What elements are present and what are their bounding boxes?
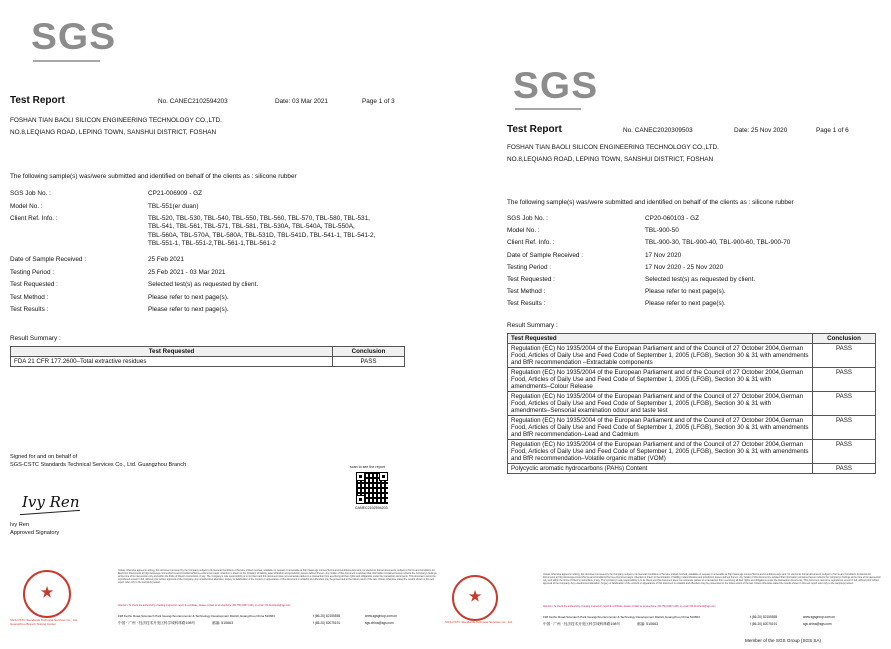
info-label: Test Results : [10, 306, 49, 313]
signatory-title: Approved Signatory [10, 530, 60, 536]
table-row [508, 416, 876, 440]
conclusion-cell: PASS [333, 357, 405, 367]
footer-address-en: 198 Kezhu Road,Scientech Park Guangzhou Economic & Technology Development District,Guangzhou,China 510663 [118, 614, 275, 618]
seal-star-icon: ★ [39, 584, 55, 602]
qr-code[interactable] [356, 472, 388, 504]
footer-disclaimer: Unless otherwise agreed in writing, this document is issued by the Company subject to its General Conditions of Service printed overleaf, available on request or accessible at http://www.sgs.com/en/Terms-and-Conditions.aspx and, for electronic format documents, subject to Terms and Conditions for Electronic Documents at http://www.sgs.com/en/Terms-and-Conditions/Terms-e-Document.aspx. Attention is drawn to the limitation of liability, indemnification and jurisdiction issues defined therein. Any holder of this document is advised that information contained hereon reflects the Company's findings at the time of its intervention only and within the limits of Client's instructions, if any. The Company's sole responsibility is to its Client and this document does not exonerate parties to a transaction from exercising all their rights and obligations under the transaction documents. This document cannot be reproduced except in full, without prior written approval of the Company. Any unauthorized alteration, forgery or falsification of the content or appearance of this document is unlawful and offenders may be prosecuted to the fullest extent of the law. Unless otherwise stated the results shown in this test report refer only to the sample(s) tested. [543, 573, 881, 585]
info-value: CP20-060103 - GZ [645, 215, 699, 222]
report-page-1 [0, 0, 445, 649]
logo-underline [33, 60, 100, 62]
footer-web[interactable]: www.sgsgroup.com.cn [365, 614, 397, 618]
info-label: Test Method : [10, 293, 49, 301]
footer-address-cn: 中国 · 广州 · 经济技术开发区科学城科珠路198号 [543, 622, 621, 626]
col-conclusion: Conclusion [813, 334, 876, 344]
info-label: Testing Period : [10, 268, 55, 276]
table-row [11, 357, 405, 367]
client-company: FOSHAN TIAN BAOLI SILICON ENGINEERING TECHNOLOGY CO.,LTD. [507, 144, 719, 151]
signatory-name: Ivy Ren [10, 522, 29, 528]
info-label: Test Requested : [507, 276, 555, 283]
info-label: Date of Sample Received : [10, 256, 87, 263]
signer-company: SGS-CSTC Standards Technical Services Co., Ltd. Guangzhou Branch [10, 462, 187, 468]
footer-address-cn: 中国 · 广州 · 经济技术开发区科学城科珠路198号 [118, 621, 196, 625]
table-row [508, 344, 876, 368]
info-value: CP21-006909 - GZ [148, 190, 202, 197]
sample-intro: The following sample(s) was/were submitted and identified on behalf of the clients as : silicone rubber [10, 173, 297, 180]
test-requested-cell: Regulation (EC) No 1935/2004 of the European Parliament and of the Council of 27 October 2004,German Food, Articles of Daily Use and Feed Code of September 1, 2005 (LFGB), Section 30 & 31 with amendments and BfR recommendation–Lead and Cadmium [508, 416, 813, 440]
qr-caption: scan to see the report [350, 465, 385, 469]
col-conclusion: Conclusion [333, 347, 405, 357]
footer-disclaimer: Unless otherwise agreed in writing, this document is issued by the Company subject to its General Conditions of Service printed overleaf, available on request or accessible at http://www.sgs.com/en/Terms-and-Conditions.aspx and, for electronic format documents, subject to Terms and Conditions for Electronic Documents at http://www.sgs.com/en/Terms-and-Conditions/Terms-e-Document.aspx. Attention is drawn to the limitation of liability, indemnification and jurisdiction issues defined therein. Any holder of this document is advised that information contained hereon reflects the Company's findings at the time of its intervention only and within the limits of Client's instructions, if any. The Company's sole responsibility is to its Client and this document does not exonerate parties to a transaction from exercising all their rights and obligations under the transaction documents. This document cannot be reproduced except in full, without prior written approval of the Company. Any unauthorized alteration, forgery or falsification of the content or appearance of this document is unlawful and offenders may be prosecuted to the fullest extent of the law. Unless otherwise stated the results shown in this test report refer only to the sample(s) tested. [118, 569, 437, 584]
report-number: No. CANEC2020309503 [623, 127, 693, 134]
sgs-logo: SGS [30, 16, 117, 57]
result-summary-label: Result Summary : [507, 322, 558, 329]
info-value: TBL-900-30, TBL-900-40, TBL-900-60, TBL-900-70 [645, 239, 791, 247]
page-number: Page 1 of 3 [362, 98, 395, 105]
conclusion-cell: PASS [813, 344, 876, 368]
signature: Ivy Ren [22, 493, 80, 511]
footer-address-en: 198 Kezhu Road,Scientech Park Guangzhou Economic & Technology Development District,Guangzhou,China 510663 [543, 615, 700, 619]
report-date: Date: 25 Nov 2020 [734, 127, 788, 134]
info-label: Test Requested : [10, 281, 58, 288]
col-test-requested: Test Requested [11, 347, 333, 357]
report-number: No. CANEC2102594203 [158, 98, 228, 105]
footer-postcode: 邮编: 510663 [212, 621, 234, 625]
stamp-branch: SGS-CSTC Standards Technical Services Co., Ltd. [445, 620, 513, 624]
footer-attention: Attention: To check the authenticity of testing /inspection report & certificate, please contact us at telephone: (86-755) 8307 1443, or email: CN.Doccheck@sgs.com [543, 605, 716, 608]
table-row [508, 464, 876, 474]
info-value: TBL-900-50 [645, 227, 679, 235]
footer-email[interactable]: sgs.china@sgs.com [365, 621, 394, 625]
table-row [508, 392, 876, 416]
conclusion-cell: PASS [813, 368, 876, 392]
stamp-branch: SGS-CSTC Standards Technical Services Co., Ltd. [10, 618, 78, 622]
info-value: 17 Nov 2020 [645, 251, 682, 259]
info-value: Please refer to next page(s). [148, 306, 229, 313]
footer-phone: t (86-20) 82155555 [750, 615, 778, 619]
stamp-sub: Guangzhou Branch Testing Center [10, 622, 56, 626]
result-summary-label: Result Summary : [10, 335, 61, 342]
footer-phone: t (86-20) 82155555 [313, 614, 341, 618]
footer-web[interactable]: www.sgsgroup.com.cn [803, 615, 835, 619]
signed-for-label: Signed for and on behalf of [10, 454, 78, 460]
test-requested-cell: Regulation (EC) No 1935/2004 of the European Parliament and of the Council of 27 October 2004,German Food, Articles of Daily Use and Feed Code of September 1, 2005 (LFGB), Section 30 & 31 with amendments and BfR recommendation –Extractable components [508, 344, 813, 368]
test-requested-cell: Regulation (EC) No 1935/2004 of the European Parliament and of the Council of 27 October 2004,German Food, Articles of Daily Use and Feed Code of September 1, 2005 (LFGB), Section 30 & 31 with amendments–Sensorial examination odour and taste test [508, 392, 813, 416]
test-requested-cell: Polycyclic aromatic hydrocarbons (PAHs) Content [508, 464, 813, 474]
info-value: TBL-551(er duan) [148, 202, 199, 210]
conclusion-cell: PASS [813, 392, 876, 416]
info-label: Testing Period : [507, 263, 552, 271]
conclusion-cell: PASS [813, 416, 876, 440]
footer-fax: f (86-20) 82075191 [313, 621, 341, 625]
info-label: Date of Sample Received : [507, 251, 584, 259]
report-date: Date: 03 Mar 2021 [275, 98, 328, 105]
official-seal-stamp [452, 575, 498, 621]
info-label: Test Results : [507, 300, 546, 308]
info-label: Client Ref. Info. : [10, 215, 58, 222]
info-value: Please refer to next page(s). [645, 288, 726, 296]
logo-underline [515, 108, 581, 110]
info-value: 25 Feb 2021 [148, 256, 184, 263]
qr-code-number: CANEC2102594203 [355, 506, 388, 510]
test-requested-cell: Regulation (EC) No 1935/2004 of the European Parliament and of the Council of 27 October 2004,German Food, Articles of Daily Use and Feed Code of September 1, 2005 (LFGB), Section 30 & 31 with amendments and BfR recommendation–Volatile organic matter (VOM) [508, 440, 813, 464]
seal-star-icon: ★ [467, 588, 483, 606]
info-label: SGS Job No. : [10, 190, 51, 197]
info-value: Please refer to next page(s). [645, 300, 726, 308]
member-line: Member of the SGS Group (SGS SA) [745, 638, 822, 643]
sgs-logo: SGS [512, 65, 599, 106]
sample-intro: The following sample(s) was/were submitted and identified on behalf of the clients as : silicone rubber [507, 199, 794, 206]
info-value: Please refer to next page(s). [148, 293, 229, 301]
footer-fax: f (86-20) 82075191 [750, 622, 778, 626]
report-title: Test Report [507, 124, 562, 135]
report-page-2 [445, 0, 891, 649]
info-value: Selected test(s) as requested by client. [148, 281, 259, 288]
result-table [507, 333, 876, 474]
conclusion-cell: PASS [813, 464, 876, 474]
client-address: NO.8,LEQIANG ROAD, LEPING TOWN, SANSHUI DISTRICT, FOSHAN [507, 156, 714, 163]
info-value: 17 Nov 2020 - 25 Nov 2020 [645, 263, 724, 271]
info-label: SGS Job No. : [507, 215, 548, 222]
info-value: 25 Feb 2021 - 03 Mar 2021 [148, 268, 226, 276]
footer-postcode: 邮编: 510663 [637, 622, 659, 626]
col-test-requested: Test Requested [508, 334, 813, 344]
footer-email[interactable]: sgs.china@sgs.com [803, 622, 832, 626]
conclusion-cell: PASS [813, 440, 876, 464]
info-label: Model No. : [10, 202, 43, 210]
test-requested-cell: FDA 21 CFR 177.2600–Total extractive residues [11, 357, 333, 367]
info-label: Client Ref. Info. : [507, 239, 555, 247]
footer-attention: Attention: To check the authenticity of testing /inspection report & certificate, please contact us at telephone: (86-755) 8307 1443, or email: CN.Doccheck@sgs.com [118, 604, 291, 607]
info-label: Model No. : [507, 227, 540, 235]
table-row [508, 368, 876, 392]
page-number: Page 1 of 6 [816, 127, 849, 134]
official-seal-stamp [23, 570, 71, 618]
info-value: Selected test(s) as requested by client. [645, 276, 756, 283]
info-label: Test Method : [507, 288, 546, 296]
test-requested-cell: Regulation (EC) No 1935/2004 of the European Parliament and of the Council of 27 October 2004,German Food, Articles of Daily Use and Feed Code of September 1, 2005 (LFGB), Section 30 & 31 with amendments–Colour Release [508, 368, 813, 392]
info-value: TBL-520, TBL-530, TBL-540, TBL-550, TBL-560, TBL-570, TBL-580, TBL-531, TBL-541, TBL-561, TBL-571, TBL-581, TBL-530A, TBL-540A, TBL-550A, TBL-560A, TBL-570A, TBL-580A, TBL-531D, TBL-541D, TBL-541-1, TBL-541-2, TBL-551-1, TBL-551-2,TBL-561-1,TBL-561-2 [148, 215, 376, 248]
table-row [508, 440, 876, 464]
result-table [10, 346, 405, 367]
client-address: NO.8,LEQIANG ROAD, LEPING TOWN, SANSHUI DISTRICT, FOSHAN [10, 129, 217, 136]
report-title: Test Report [10, 95, 65, 106]
client-company: FOSHAN TIAN BAOLI SILICON ENGINEERING TECHNOLOGY CO.,LTD. [10, 117, 222, 124]
